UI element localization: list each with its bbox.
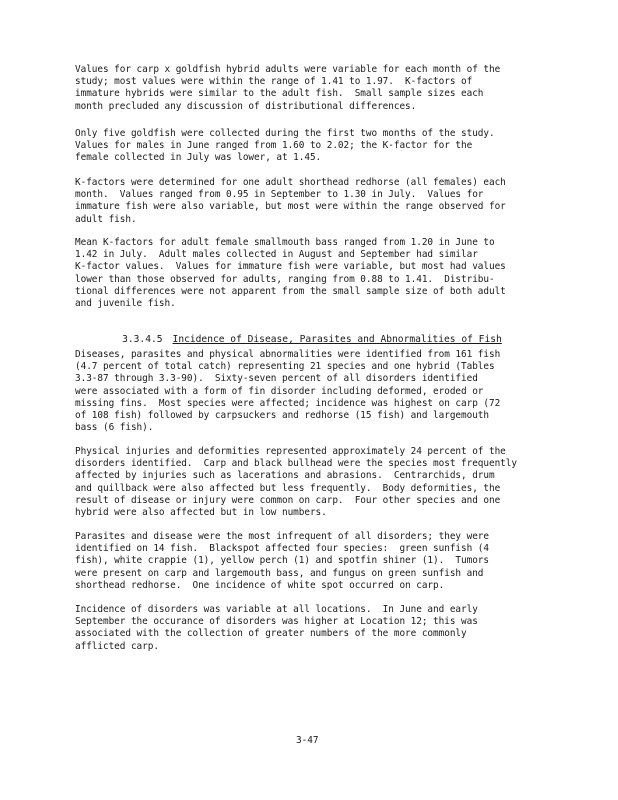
paragraph-goldfish-k-factors: Only five goldfish were collected during the first two months of the study. Values for males in June ranged from 1.60 to 2.02; the K-factor for the female collected in July was lower, at 1.45. (75, 128, 495, 164)
paragraph-parasites-disease: Parasites and disease were the most infrequent of all disorders; they were identified on 14 fish. Blackspot affected four species: green sunfish (4 fish), white crappie (1), yellow perch (1) and spotfin shiner (1). Tumors were present on carp and largemouth bass, and fungus on green sunfish and shorthead redhorse. One incidence of white spot occurred on carp. (75, 531, 489, 591)
section-number: 3.3.4.5 (122, 334, 163, 345)
paragraph-disease-overview: Diseases, parasites and physical abnormalities were identified from 161 fish (4.7 percent of total catch) representing 21 species and one hybrid (Tables 3.3-87 through 3.3-90). Sixty-seven percent of all disorders identified were associated with a form of fin disorder including deformed, eroded or missing fins. Most species were affected; incidence was highest on carp (72 of 108 fish) followed by carpsuckers and redhorse (15 fish) and largemouth bass (6 fish). (75, 349, 501, 434)
paragraph-incidence-by-location: Incidence of disorders was variable at all locations. In June and early September the occurance of disorders was higher at Location 12; this was associated with the collection of greater numbers of the more commonly afflicted carp. (75, 604, 478, 652)
page-number: 3-47 (296, 735, 319, 746)
paragraph-smallmouth-bass-k-factors: Mean K-factors for adult female smallmouth bass ranged from 1.20 in June to 1.42 in July. Adult males collected in August and September had similar K-factor values. Values for immature fish were variable, but most had values lower than those observed for adults, ranging from 0.88 to 1.41. Distribu- tional differences were not apparent from the small sample size of both adult and juvenile fish. (75, 237, 506, 310)
paragraph-hybrid-k-factors: Values for carp x goldfish hybrid adults were variable for each month of the study; most values were within the range of 1.41 to 1.97. K-factors of immature hybrids were similar to the adult fish. Small sample sizes each month precluded any discussion of distributional differences. (75, 64, 501, 112)
section-title: Incidence of Disease, Parasites and Abnormalities of Fish (172, 334, 502, 345)
paragraph-physical-injuries: Physical injuries and deformities represented approximately 24 percent of the disorders identified. Carp and black bullhead were the species most frequently affected by injuries such as lacerations and abrasions. Centrarchids, drum and quillback were also affected but less frequently. Body deformities, the result of disease or injury were common on carp. Four other species and one hybrid were also affected but in low numbers. (75, 446, 517, 519)
paragraph-redhorse-k-factors: K-factors were determined for one adult shorthead redhorse (all females) each month. Values ranged from 0.95 in September to 1.30 in July. Values for immature fish were also variable, but most were within the range observed for adult fish. (75, 177, 506, 225)
